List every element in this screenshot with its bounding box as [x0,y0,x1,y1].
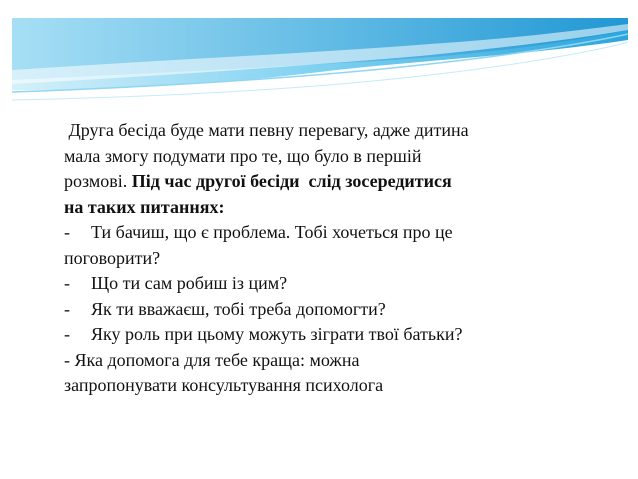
question-item [64,220,584,246]
decorative-wave-banner [0,0,638,112]
closing-line: запропонувати консультування психолога [64,375,384,395]
list-dash: - [64,273,70,293]
question-item [64,322,584,348]
slide-text [64,118,584,399]
question-text: поговорити? [64,247,161,268]
question-item [64,271,584,297]
emphasis-text: Під час другої бесіди слід зосередитися [131,171,452,191]
question-text: Ти бачиш, що є проблема. Тобі хочеться про це [91,222,453,242]
paragraph-line: Друга бесіда буде мати певну перевагу, адже дитина [64,120,469,140]
question-item [64,246,584,272]
question-text: Що ти сам робиш із цим? [91,273,288,293]
question-item [64,297,584,323]
list-dash: - [64,298,70,319]
question-text: Яку роль при цьому можуть зіграти твої батьки? [91,324,463,344]
paragraph-text: розмові. [64,171,132,191]
emphasis-line: на таких питаннях: [64,196,225,217]
list-dash: - [64,324,70,344]
list-dash: - [64,222,70,242]
question-text: Як ти вважаєш, тобі треба допомогти? [91,298,386,319]
paragraph-line [64,169,584,195]
closing-line: - Яка допомога для тебе краща: можна [64,349,360,370]
paragraph-line: мала змогу подумати про те, що було в першій [64,145,422,166]
